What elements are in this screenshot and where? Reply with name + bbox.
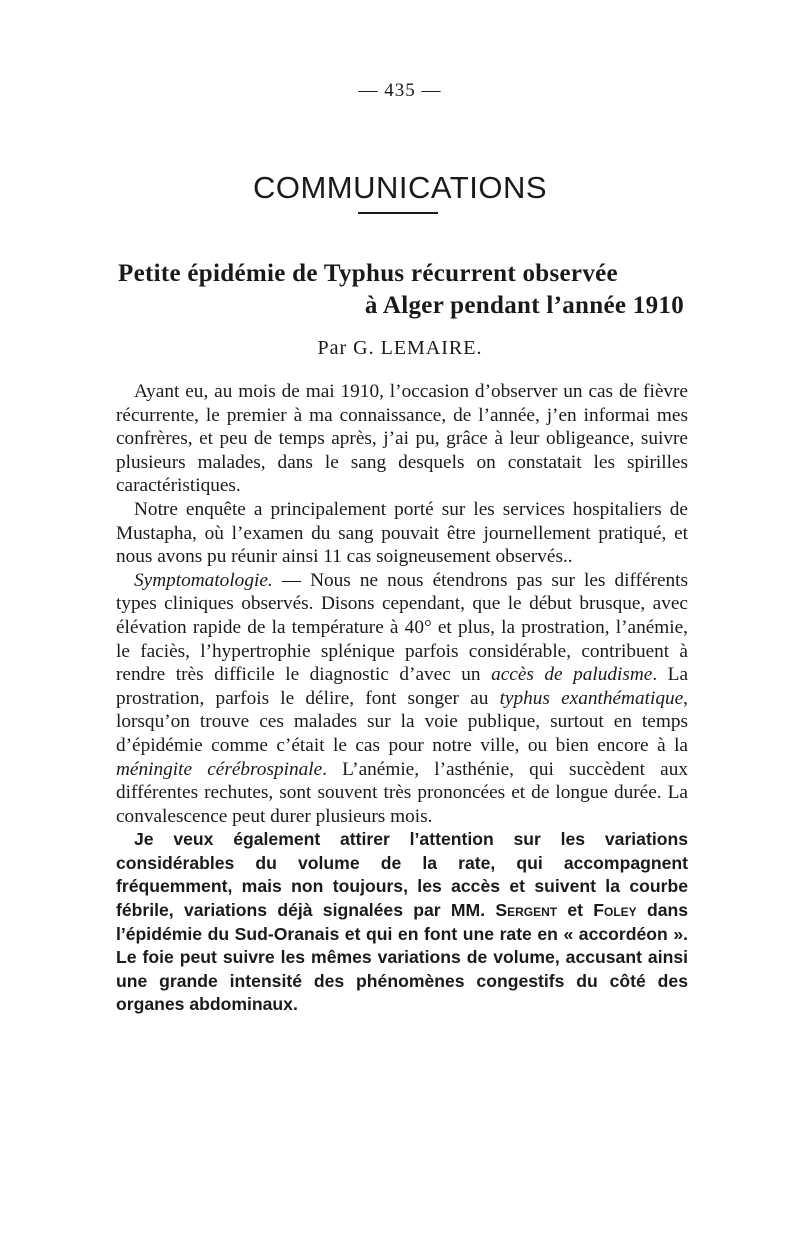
paragraph-4-text-a: Je veux également attirer l’attention sur les variations considérables du volume de la rate, qui accompagnent fréquemment, mais non toujours, les accès et suivent la courbe fébrile, variations déjà signalées par MM. (116, 829, 688, 921)
author-name-foley: Foley (593, 900, 637, 921)
term-meningite: méningite cérébrospinale (116, 758, 323, 780)
paragraph-3-text-c: , lorsqu’on trouve ces malades sur la voie publique, surtout en temps d’épidémie comme c’était le cas pour notre ville, ou bien encore à la (116, 687, 688, 756)
paragraph-3-text-a: — Nous ne nous étendrons pas sur les différents types cliniques observés. Disons cependant, que le début brusque, avec élévation rapide de la température à 40° et plus, la prostration, l’anémie, le faciès, l’hypertrophie splénique parfois considérable, contribuent à rendre très difficile le diagnostic d’avec un (116, 569, 688, 686)
paragraph-4-conjunction: et (557, 900, 594, 921)
article-title-line-2: à Alger pendant l’année 1910 (364, 292, 684, 319)
term-typhus-exanthematique: typhus exanthématique (499, 687, 684, 709)
page-number: — 435 — (358, 80, 442, 101)
paragraph-4-text-b: dans l’épidémie du Sud-Oranais et qui en font une rate en « accordéon ». Le foie peut suivre les mêmes variations de volume, accusant ainsi une grande intensité des phénomènes congestifs du côté des organes abdominaux. (116, 900, 689, 1015)
article-title-line-1: Petite épidémie de Typhus récurrent observée (118, 260, 618, 287)
section-title: COMMUNICATIONS (252, 170, 548, 205)
article-body (116, 380, 688, 1017)
author-byline: Par G. LEMAIRE. (317, 337, 483, 359)
title-divider (358, 212, 438, 214)
paragraph-3-text-d: . L’anémie, l’asthénie, qui succèdent aux différentes rechutes, sont souvent très prononcées et de longue durée. La convalescence peut durer plusieurs mois. (116, 758, 689, 827)
term-acces-paludisme: accès de paludisme (491, 664, 653, 686)
section-heading-symptomatologie: Symptomatologie. (134, 569, 273, 591)
author-name-sergent: Sergent (495, 900, 558, 921)
paragraph-3-text-b: . La prostration, parfois le délire, font songer au (116, 664, 688, 709)
paragraph-2: Notre enquête a principalement porté sur les services hospitaliers de Mustapha, où l’examen du sang pouvait être journellement pratiqué, et nous avons pu réunir ainsi 11 cas soigneusement observés.. (116, 498, 688, 568)
paragraph-1: Ayant eu, au mois de mai 1910, l’occasion d’observer un cas de fièvre récurrente, le premier à ma connaissance, de l’année, j’en informai mes confrères, et peu de temps après, j’ai pu, grâce à leur obligeance, suivre plusieurs malades, dans le sang desquels on constatait les spirilles caractéristiques. (116, 381, 688, 497)
paragraph-4 (116, 828, 688, 1017)
paragraph-3 (116, 569, 688, 829)
